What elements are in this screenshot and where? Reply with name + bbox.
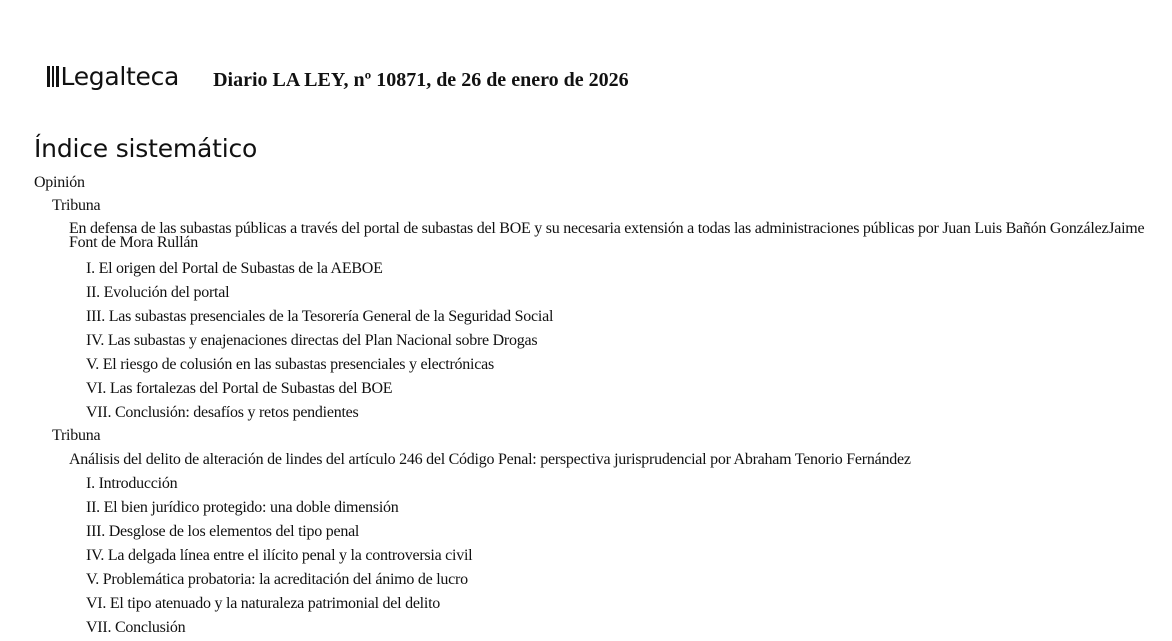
legalteca-logo: [47, 59, 179, 95]
toc-item[interactable]: I. El origen del Portal de Subastas de la AEBOE: [86, 260, 383, 277]
toc-item[interactable]: III. Desglose de los elementos del tipo penal: [86, 523, 360, 540]
toc-item[interactable]: VI. Las fortalezas del Portal de Subastas del BOE: [86, 380, 393, 397]
document-header: [47, 59, 629, 95]
toc-article-subastas-boe[interactable]: En defensa de las subastas públicas a través del portal de subastas del BOE y su necesaria extensión a todas las administraciones públicas por Juan Luis Bañón GonzálezJaime Font de Mora Rullán: [69, 220, 1145, 251]
issue-title: Diario LA LEY, nº 10871, de 26 de enero de 2026: [213, 69, 629, 91]
toc-item[interactable]: V. El riesgo de colusión en las subastas presenciales y electrónicas: [86, 356, 494, 373]
toc-item[interactable]: V. Problemática probatoria: la acreditación del ánimo de lucro: [86, 571, 468, 588]
toc-item[interactable]: VII. Conclusión: desafíos y retos pendientes: [86, 404, 359, 421]
toc-article-alteracion-lindes[interactable]: Análisis del delito de alteración de lindes del artículo 246 del Código Penal: perspectiva jurisprudencial por Abraham Tenorio Fernández: [69, 451, 911, 468]
toc-category-opinion: Opinión: [34, 174, 85, 191]
index-title: Índice sistemático: [34, 134, 258, 163]
toc-section-tribuna[interactable]: Tribuna: [52, 197, 101, 214]
toc-section-tribuna[interactable]: Tribuna: [52, 427, 101, 444]
toc-item[interactable]: III. Las subastas presenciales de la Tesorería General de la Seguridad Social: [86, 308, 554, 325]
logo-text: Legalteca: [60, 61, 180, 91]
logo-bar: [47, 66, 50, 87]
logo-bar: [56, 66, 59, 87]
logo-bar: [52, 66, 55, 87]
toc-item[interactable]: VII. Conclusión: [86, 619, 186, 636]
bars-logo-icon: [47, 66, 59, 87]
toc-item[interactable]: IV. Las subastas y enajenaciones directas del Plan Nacional sobre Drogas: [86, 332, 538, 349]
toc-item[interactable]: I. Introducción: [86, 475, 178, 492]
toc-item[interactable]: II. Evolución del portal: [86, 284, 230, 301]
toc-item[interactable]: VI. El tipo atenuado y la naturaleza patrimonial del delito: [86, 595, 441, 612]
toc-item[interactable]: IV. La delgada línea entre el ilícito penal y la controversia civil: [86, 547, 473, 564]
toc-item[interactable]: II. El bien jurídico protegido: una doble dimensión: [86, 499, 399, 516]
